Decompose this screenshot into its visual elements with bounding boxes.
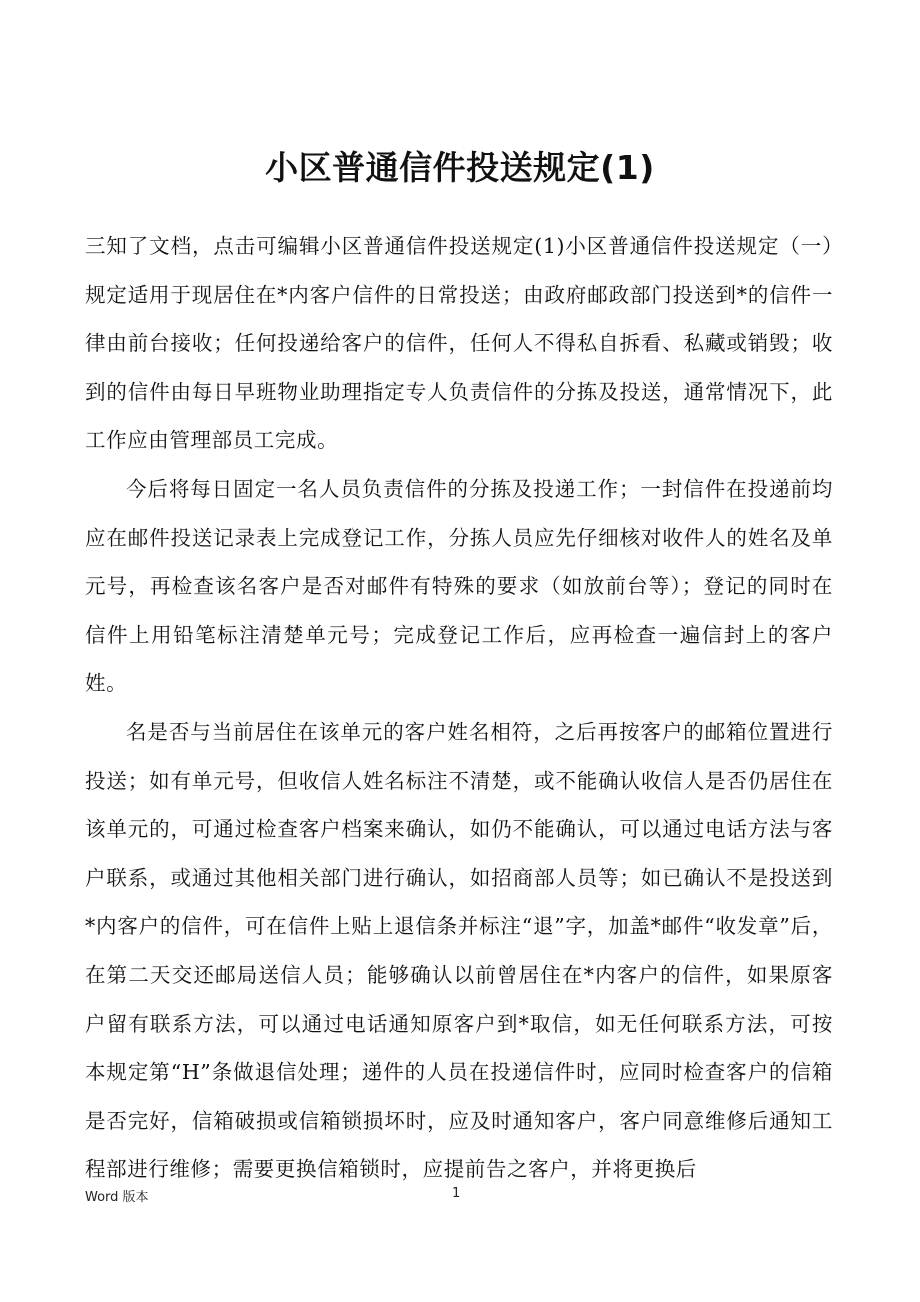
paragraph-3: 名是否与当前居住在该单元的客户姓名相符，之后再按客户的邮箱位置进行投送；如有单元号，但收信人姓名标注不清楚，或不能确认收信人是否仍居住在该单元的，可通过检查客户档案来确认，如仍不能确认，可以通过电话方法与客户联系，或通过其他相关部门进行确认，如招商部人员等；如已确认不是投送到*内客户的信件，可在信件上贴上退信条并标注“退”字，加盖*邮件“收发章”后，在第二天交还邮局送信人员；能够确认以前曾居住在*内客户的信件，如果原客户留有联系方法，可以通过电话通知原客户到*取信，如无任何联系方法，可按本规定第“H”条做退信处理；递件的人员在投递信件时，应同时检查客户的信箱是否完好，信箱破损或信箱锁损坏时，应及时通知客户，客户同意维修后通知工程部进行维修；需要更换信箱锁时，应提前告之客户，并将更换后: [85, 719, 833, 1182]
document-title: 小区普通信件投送规定(1): [265, 148, 655, 187]
paragraph-1: 三知了文档，点击可编辑小区普通信件投送规定(1)小区普通信件投送规定（一）规定适用于现居住在*内客户信件的日常投送；由政府邮政部门投送到*的信件一律由前台接收；任何投递给客户的信件，任何人不得私自拆看、私藏或销毁；收到的信件由每日早班物业助理指定专人负责信件的分拣及投送，通常情况下，此工作应由管理部员工完成。: [85, 234, 833, 453]
document-body: [85, 222, 833, 1194]
paragraph-2: 今后将每日固定一名人员负责信件的分拣及投递工作；一封信件在投递前均应在邮件投送记录表上完成登记工作，分拣人员应先仔细核对收件人的姓名及单元号，再检查该名客户是否对邮件有特殊的要求（如放前台等）；登记的同时在信件上用铅笔标注清楚单元号；完成登记工作后，应再检查一遍信封上的客户姓。: [85, 476, 833, 696]
footer-page-number: 1: [452, 1186, 461, 1201]
footer-label: Word 版本: [85, 1190, 149, 1205]
